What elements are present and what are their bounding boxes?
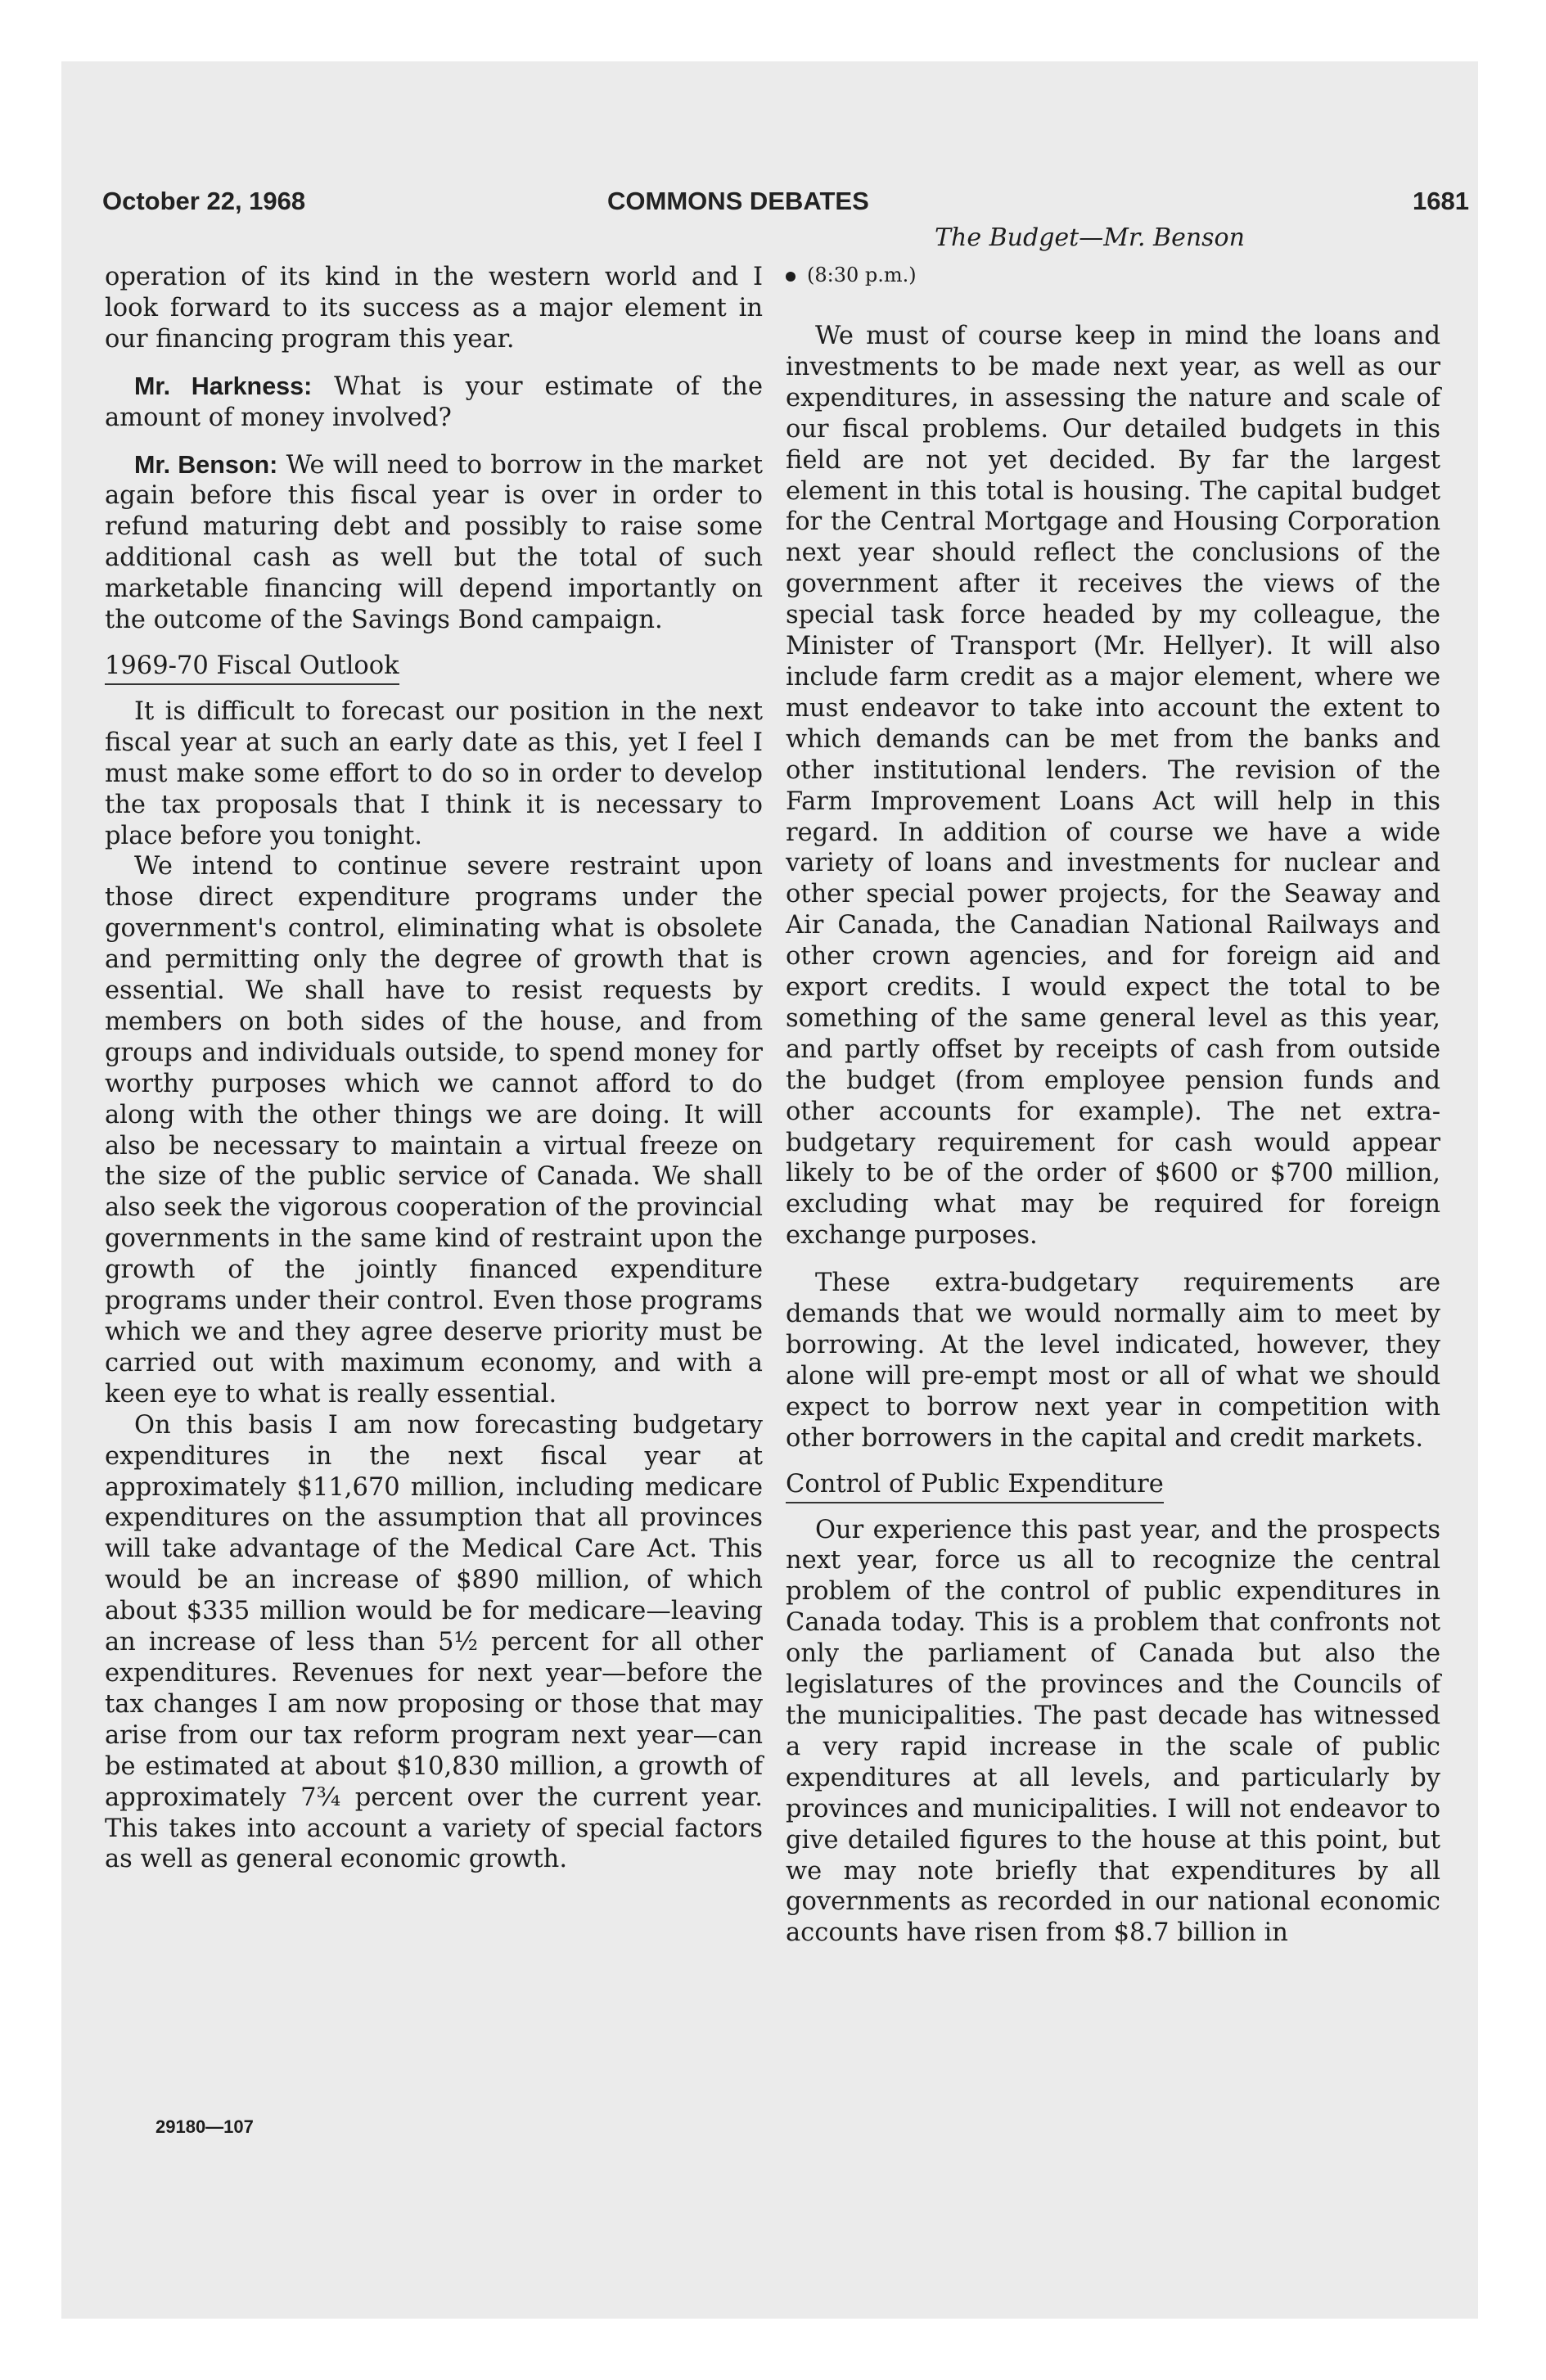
speaker-name: Mr. Harkness:	[134, 372, 313, 400]
paragraph: We intend to continue severe restraint upon those direct expenditure programs under the government's control, eliminating what is obsolete and permitting only the degree of growth that is essential. We shall have to resist requests by members on both sides of the house, and from groups and individuals outside, to spend money for worthy purposes which we cannot afford to do along with the other things we are doing. It will also be necessary to maintain a virtual freeze on the size of the public service of Canada. We shall also seek the vigorous cooperation of the provincial governments in the same kind of restraint upon the growth of the jointly financed expenditure programs under their control. Even those programs which we and they agree deserve priority must be carried out with maximum economy, and with a keen eye to what is really essential.	[105, 852, 763, 1409]
paragraph: operation of its kind in the western world and I look forward to its success as a major element in our financing program this year.	[105, 263, 763, 354]
header-page-number: 1681	[1413, 187, 1469, 215]
paragraph: On this basis I am now forecasting budgetary expenditures in the next fiscal year at approximately $11,670 million, including medicare expenditures on the assumption that all provinces will take advantage of the Medical Care Act. This would be an increase of $890 million, of which about $335 million would be for medicare—leaving an increase of less than 5½ percent for all other expenditures. Revenues for next year—before the tax changes I am now proposing or those that may arise from our tax reform program next year—can be estimated at about $10,830 million, a growth of approximately 7¾ percent over the current year. This takes into account a variety of special factors as well as general economic growth.	[105, 1410, 763, 1874]
paragraph	[105, 372, 763, 434]
paragraph-text: We will need to borrow in the market again before this fiscal year is over in order to refund maturing debt and possibly to raise some additional cash as well but the total of such marketable financing will depend importantly on the outcome of the Savings Bond campaign.	[105, 450, 763, 635]
right-column	[786, 321, 1440, 1949]
paragraph: These extra-budgetary requirements are demands that we would normally aim to meet by borrowing. At the level indicated, however, they alone will pre-empt most or all of what we should expect to borrow next year in competition with other borrowers in the capital and credit markets.	[786, 1269, 1440, 1453]
paragraph-text: What is your estimate of the amount of money involved?	[105, 372, 763, 432]
section-heading: 1969-70 Fiscal Outlook	[105, 651, 399, 685]
paragraph: Our experience this past year, and the prospects next year, force us all to recognize the central problem of the control of public expenditures in Canada today. This is a problem that confronts not only the parliament of Canada but also the legislatures of the provinces and the Councils of the municipalities. The past decade has witnessed a very rapid increase in the scale of public expenditures at all levels, and particularly by provinces and municipalities. I will not endeavor to give detailed figures to the house at this point, but we may note briefly that expenditures by all governments as recorded in our national economic accounts have risen from $8.7 billion in	[786, 1515, 1440, 1948]
speaker-name: Mr. Benson:	[134, 450, 278, 479]
header-title: COMMONS DEBATES	[607, 187, 869, 215]
header-date: October 22, 1968	[102, 187, 306, 215]
section-heading: Control of Public Expenditure	[786, 1469, 1164, 1503]
left-column	[105, 262, 763, 1875]
time-stamp-text: (8:30 p.m.)	[807, 264, 917, 286]
paragraph: We must of course keep in mind the loans and investments to be made next year, as well as our expenditures, in assessing the nature and scale of our fiscal problems. Our detailed budgets in this field are not yet decided. By far the largest element in this total is housing. The capital budget for the Central Mortgage and Housing Corporation next year should reflect the conclusions of the government after it receives the views of the special task force headed by my colleague, the Minister of Transport (Mr. Hellyer). It will also include farm credit as a major element, where we must endeavor to take into account the extent to which demands can be met from the banks and other institutional lenders. The revision of the Farm Improvement Loans Act will help in this regard. In addition of course we have a wide variety of loans and investments for nuclear and other special power projects, for the Seaway and Air Canada, the Canadian National Railways and other crown agencies, and for foreign aid and export credits. I would expect the total to be something of the same general level as this year, and partly offset by receipts of cash from outside the budget (from employee pension funds and other accounts for example). The net extra-budgetary requirement for cash would appear likely to be of the order of $600 or $700 million, excluding what may be required for foreign exchange purposes.	[786, 322, 1440, 1251]
running-head: The Budget—Mr. Benson	[935, 223, 1245, 252]
paragraph	[105, 450, 763, 636]
footnote-number: 29180—107	[156, 2116, 254, 2137]
time-stamp	[786, 264, 917, 286]
bullet-icon	[786, 272, 796, 282]
paragraph: It is difficult to forecast our position in the next fiscal year at such an early date as this, yet I feel I must make some effort to do so in order to develop the tax proposals that I think it is necessary to place before you tonight.	[105, 696, 763, 850]
